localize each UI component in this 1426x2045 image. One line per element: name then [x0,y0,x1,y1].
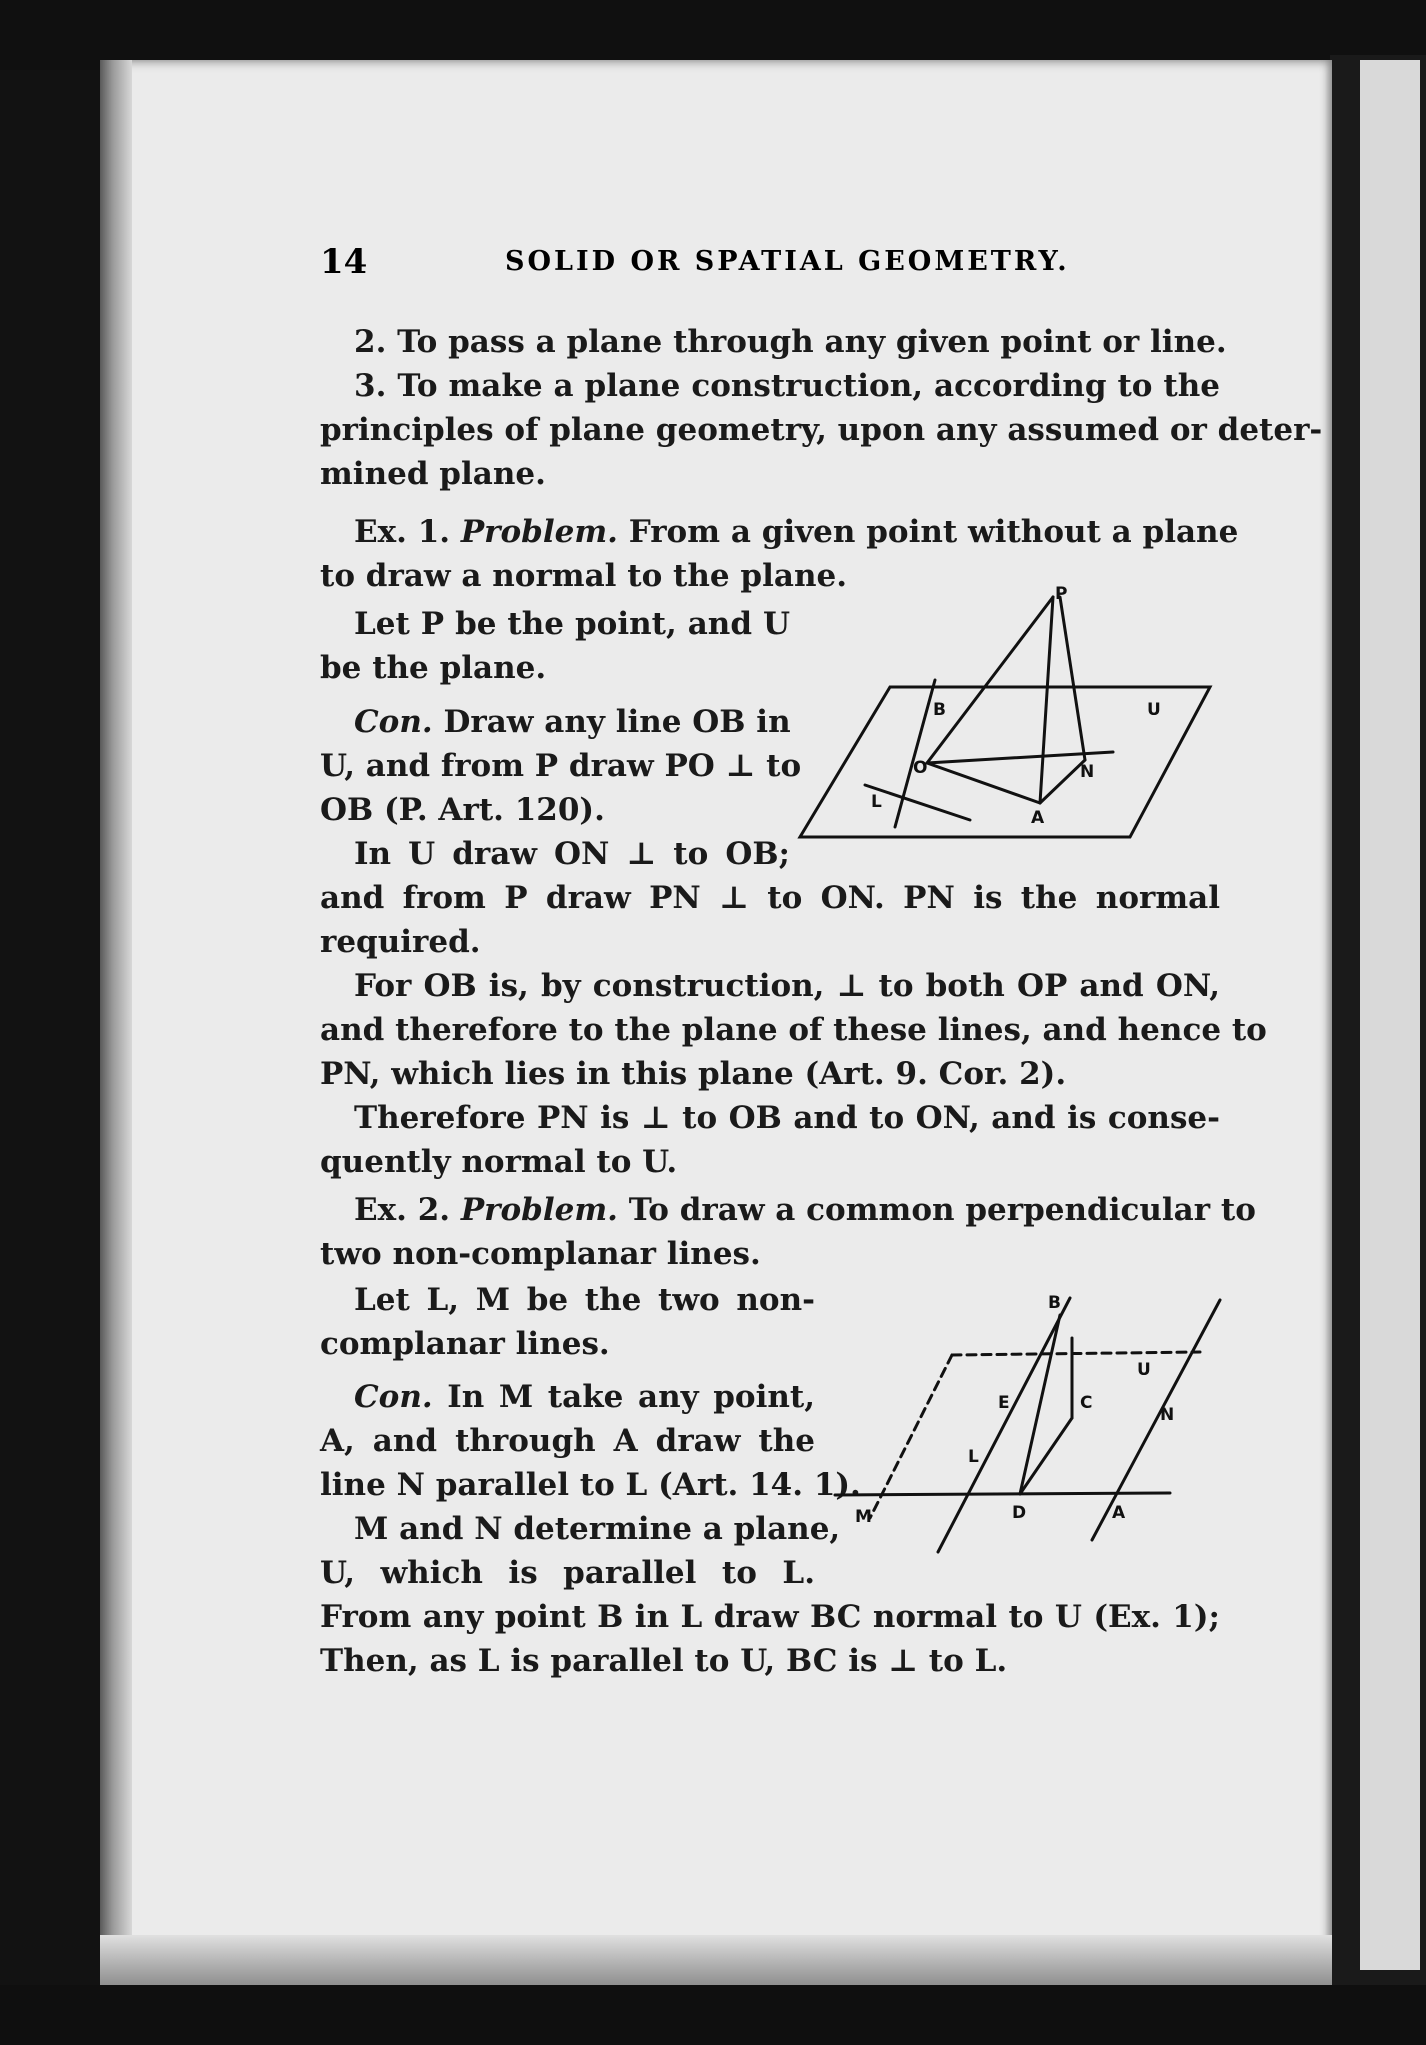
page-gutter-shadow [100,60,132,1985]
ex2-let: Let L, M be the two non- complanar lines. [320,1282,815,1362]
page-header [320,242,1220,286]
label-m: M [855,1507,872,1527]
ex2-construction: Con. In M take any point, A, and through A draw the line N parallel to L (Art. 14. 1). M and N determine a plane, U, which is parallel to L. [320,1379,861,1591]
ex2-conclusion: From any point B in L draw BC normal to U (Ex. 1); Then, as L is parallel to U, BC is ⊥ to L. [320,1599,1220,1679]
label-e: E [998,1393,1010,1413]
label-o: O [913,758,928,778]
ex2-statement: Ex. 2. Problem. To draw a common perpendicular to two non-complanar lines. [320,1192,1256,1272]
label-c: C [1080,1393,1093,1413]
label-a: A [1031,808,1045,828]
label-l: L [968,1447,979,1467]
ex1-conclusion: and from P draw PN ⊥ to ON. PN is the normal required. For OB is, by construction, ⊥ to both OP and ON, and therefore to the plane of these lines, and hence to PN, which lies in this plane (Art. 9. Cor. 2). Therefore PN is ⊥ to OB and to ON, and is conse- quently normal to U. [320,880,1267,1180]
figure-common-perpendicular [830,1290,1225,1580]
label-b: B [1048,1293,1061,1313]
label-p: P [1055,585,1068,604]
label-n: N [1080,762,1095,782]
label-d: D [1012,1503,1027,1523]
label-u: U [1147,700,1161,720]
plane-u-top-dashed [952,1352,1200,1355]
intro-item-2: 2. To pass a plane through any given point or line. [354,324,1227,360]
label-a: A [1112,1503,1126,1523]
label-b: B [933,700,946,720]
page-number: 14 [320,242,368,282]
line-l [938,1298,1070,1552]
line-oa [927,763,1040,803]
running-title: SOLID OR SPATIAL GEOMETRY. [505,246,1070,277]
line-m [835,1493,1170,1495]
label-n: N [1160,1405,1175,1425]
line-pa [1040,597,1053,803]
ex1-let: Let P be the point, and U be the plane. [320,606,790,686]
next-page-edge [1360,60,1420,1970]
ex1-construction: Con. Draw any line OB in U, and from P draw PO ⊥ to OB (P. Art. 120). In U draw ON ⊥ to OB; [320,704,802,872]
ex1-statement: Ex. 1. Problem. From a given point without a plane to draw a normal to the plane. [320,514,1239,594]
label-l: L [871,792,882,812]
page-bottom-shadow [100,1935,1332,1985]
label-u: U [1137,1360,1151,1380]
line-pn [1060,597,1085,760]
figure-normal-to-plane [795,585,1215,855]
line-an [1040,760,1085,803]
scan-border-bottom [0,1985,1426,2045]
intro-item-3: 3. To make a plane construction, according to the principles of plane geometry, upon any assumed or deter- mined plane. [320,368,1323,492]
line-po [927,597,1053,763]
